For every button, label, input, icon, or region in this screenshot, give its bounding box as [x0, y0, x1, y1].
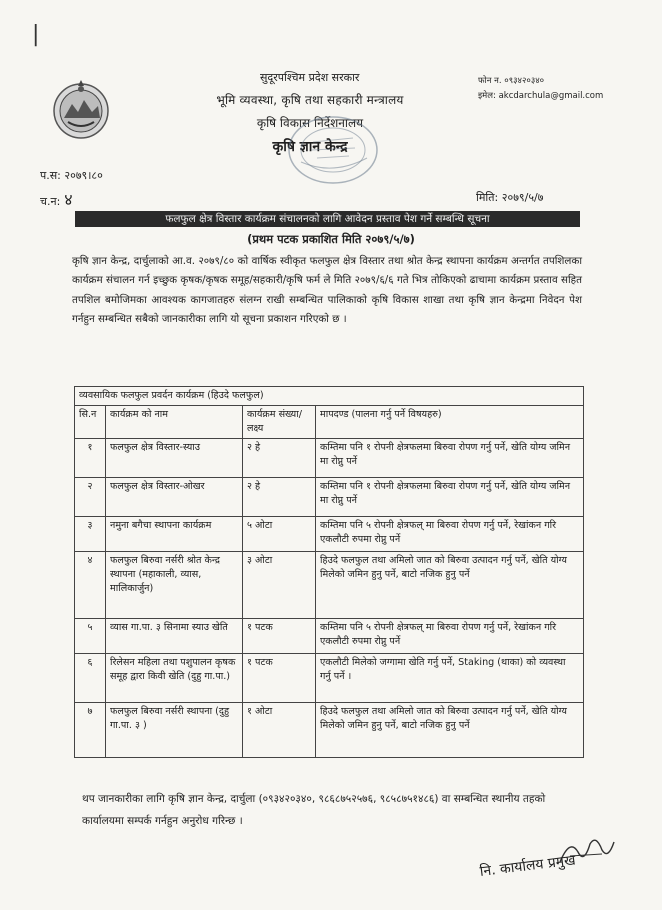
row-program-name: व्यास गा.पा. ३ सिनामा स्याउ खेति	[106, 619, 243, 654]
subject-heading: फलफुल क्षेत्र विस्तार कार्यक्रम संचालनको लागि आवेदन प्रस्ताव पेश गर्ने सम्बन्धि सूचना	[75, 211, 580, 227]
table-row	[75, 517, 584, 552]
row-program-name: फलफुल क्षेत्र विस्तार-स्याउ	[106, 439, 243, 478]
office-name: कृषि ज्ञान केन्द्र	[272, 139, 348, 155]
row-program-name: रिलेसन महिला तथा पशुपालन कृषक समूह द्वारा किवी खेति (दुहु गा.पा.)	[106, 654, 243, 703]
row-count: १ ओटा	[243, 703, 316, 758]
row-count: ३ ओटा	[243, 552, 316, 619]
row-criteria: कम्तिमा पनि १ रोपनी क्षेत्रफलमा बिरुवा रोपण गर्नु पर्ने, खेति योग्य जमिन मा रोप्नु पर्ने	[316, 439, 584, 478]
row-count: २ हे	[243, 439, 316, 478]
table-row	[75, 703, 584, 758]
table-caption: व्यवसायिक फलफुल प्रवर्दन कार्यक्रम (हिउदे फलफुल)	[75, 387, 584, 406]
program-table	[74, 386, 584, 758]
table-header-row	[75, 406, 584, 439]
header-sn: सि.न	[75, 406, 106, 439]
corner-pen-mark: |	[32, 22, 40, 47]
header-program-name: कार्यक्रम को नाम	[106, 406, 243, 439]
row-count: १ पटक	[243, 654, 316, 703]
contact-info	[478, 74, 603, 104]
directorate-name: कृषि विकास निर्देशनालय	[256, 116, 364, 130]
header-count: कार्यक्रम संख्या/लक्ष्य	[243, 406, 316, 439]
table-row	[75, 654, 584, 703]
publication-date-note: (प्रथम पटक प्रकाशित मिति २०७९/५/७)	[247, 232, 415, 246]
row-count: १ पटक	[243, 619, 316, 654]
contact-request-note: थप जानकारीका लागि कृषि ज्ञान केन्द्र, दार्चुला (०९३४२०३४०, ९८६८७५२५७६, ९८५८७५१४८६) वा सम्बन्धित स्थानीय तहको कार्यालयमा सम्पर्क गर्नहुन अनुरोध गरिन्छ ।	[82, 793, 546, 827]
table-row	[75, 619, 584, 654]
row-criteria: कम्तिमा पनि १ रोपनी क्षेत्रफलमा बिरुवा रोपण गर्नु पर्ने, खेति योग्य जमिन मा रोप्नु पर्ने	[316, 478, 584, 517]
table-row	[75, 478, 584, 517]
row-criteria: हिउदे फलफुल तथा अमिलो जात को बिरुवा उत्पादन गर्नु पर्ने, खेति योग्य मिलेको जमिन हुनु पर्ने, बाटो नजिक हुनु पर्ने	[316, 703, 584, 758]
row-criteria: कम्तिमा पनि ५ रोपनी क्षेत्रफल् मा बिरुवा रोपण गर्नु पर्ने, रेखांकन गरि एकलौटी रुपमा रोप्नु पर्ने	[316, 517, 584, 552]
row-criteria: हिउदे फलफुल तथा अमिलो जात को बिरुवा उत्पादन गर्नु पर्ने, खेति योग्य मिलेको जमिन हुनु पर्ने, बाटो नजिक हुनु पर्ने	[316, 552, 584, 619]
table-row	[75, 552, 584, 619]
row-sn: ५	[75, 619, 106, 654]
province-name: सुदूरपश्चिम प्रदेश सरकार	[260, 71, 360, 84]
row-criteria: एकलौटी मिलेको जग्गामा खेति गर्नु पर्ने, Staking (थाका) को व्यवस्था गर्नु पर्ने ।	[316, 654, 584, 703]
row-program-name: फलफुल बिरुवा नर्सरी स्थापना (दुहु गा.पा. ३ )	[106, 703, 243, 758]
row-sn: ७	[75, 703, 106, 758]
row-sn: १	[75, 439, 106, 478]
email-address: इमेल: akcdarchula@gmail.com	[478, 91, 604, 101]
row-program-name: फलफुल क्षेत्र विस्तार-ओखर	[106, 478, 243, 517]
ministry-name: भूमि व्यवस्था, कृषि तथा सहकारी मन्त्रालय	[216, 93, 404, 107]
row-program-name: नमुना बगैचा स्थापना कार्यक्रम	[106, 517, 243, 552]
signatory-title: नि. कार्यालय प्रमुख	[478, 852, 577, 881]
phone-number: फोन न. ०९३४२०३४०	[478, 76, 545, 86]
row-count: २ हे	[243, 478, 316, 517]
office-seal-icon	[283, 108, 381, 188]
notice-body: कृषि ज्ञान केन्द्र, दार्चुलाको आ.व. २०७९/८० को वार्षिक स्वीकृत फलफुल क्षेत्र विस्तार तथा श्रोत केन्द्र स्थापना कार्यक्रम अन्तर्गत तपशिलका कार्यक्रम संचालन गर्न इच्छुक कृषक/कृषक समूह/सहकारी/कृषि फर्म ले मिति २०७९/६/६ गते भित्र तोकिएको ढाचामा कार्यक्रम प्रस्ताव सहित तपशिल बमोजिमका आवश्यक कागजातहरु संलग्न राखी सम्बन्धित पालिकाको कृषि विकास शाखा तथा कृषि ज्ञान केन्द्रमा निवेदन पेश गर्नहुन सम्बन्धित सबैको जानकारीका लागि यो सूचना प्रकाशन गरिएको छ ।	[72, 255, 582, 325]
row-sn: ४	[75, 552, 106, 619]
row-count: ५ ओटा	[243, 517, 316, 552]
row-sn: ६	[75, 654, 106, 703]
dispatch-label: च.न:	[40, 195, 61, 208]
dispatch-number	[40, 188, 73, 210]
row-criteria: कम्तिमा पनि ५ रोपनी क्षेत्रफल् मा बिरुवा रोपण गर्नु पर्ने, रेखांकन गरि एकलौटी रुपमा रोप्नु पर्ने	[316, 619, 584, 654]
table-row	[75, 439, 584, 478]
row-program-name: फलफुल बिरुवा नर्सरी श्रोत केन्द्र स्थापना (महाकाली, व्यास, मालिकार्जुन)	[106, 552, 243, 619]
nepal-government-emblem-icon	[50, 78, 112, 140]
header-criteria: मापदण्ड (पालना गर्नु पर्ने विषयहरु)	[316, 406, 584, 439]
row-sn: ३	[75, 517, 106, 552]
notice-date: मिति: २०७९/५/७	[476, 191, 544, 204]
table-caption-row	[75, 387, 584, 406]
reference-number: प.स: २०७९।८०	[40, 169, 103, 182]
row-sn: २	[75, 478, 106, 517]
dispatch-value: ४	[64, 190, 73, 209]
